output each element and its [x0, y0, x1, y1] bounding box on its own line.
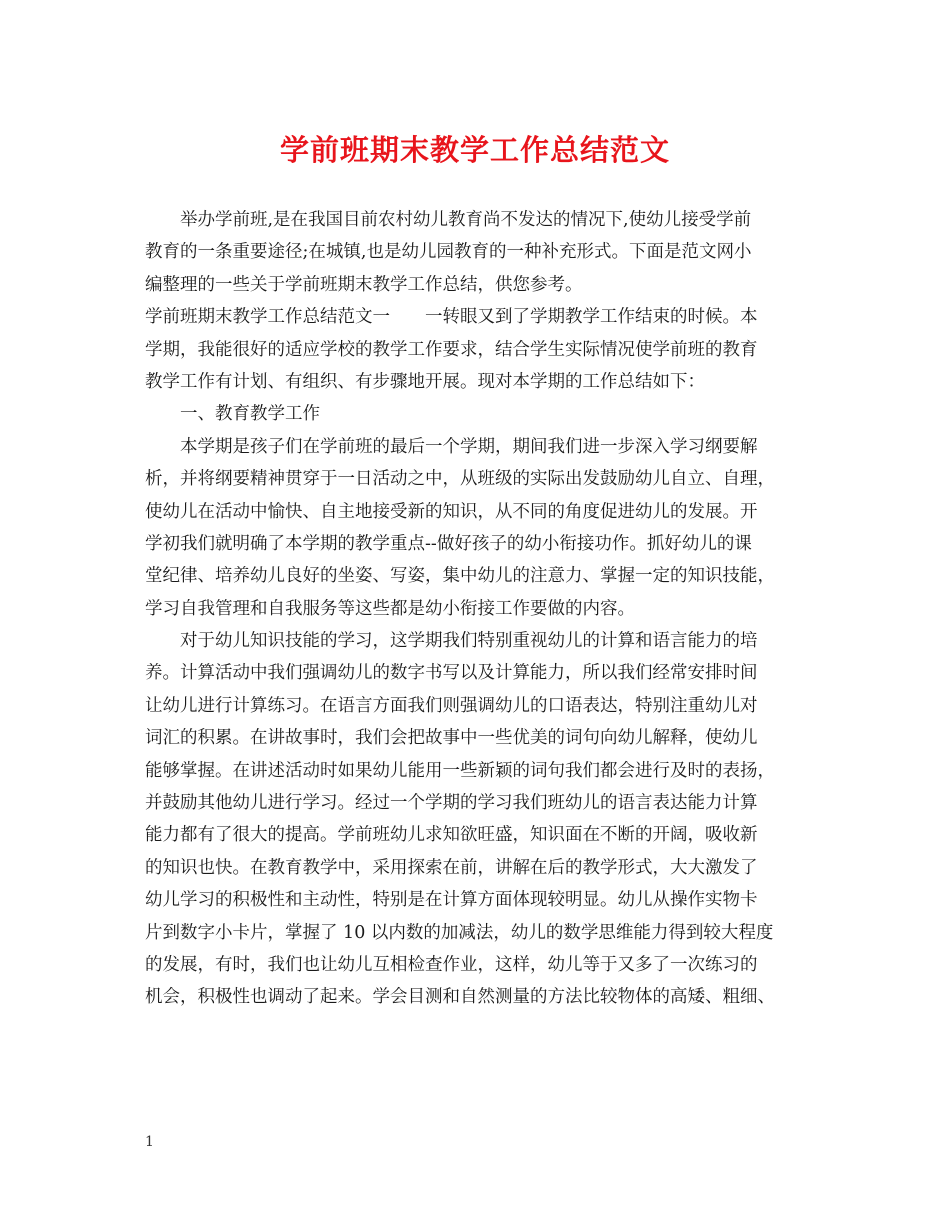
text-line: 举办学前班,是在我国目前农村幼儿教育尚不发达的情况下,使幼儿接受学前 — [180, 210, 752, 230]
text-line: 析，并将纲要精神贯穿于一日活动之中，从班级的实际出发鼓励幼儿自立、自理， — [145, 469, 775, 490]
text-line: 本学期是孩子们在学前班的最后一个学期，期间我们进一步深入学习纲要解 — [180, 436, 758, 457]
text-line: 幼儿学习的积极性和主动性，特别是在计算方面体现较明显。幼儿从操作实物卡 — [145, 890, 758, 911]
text-line: 学前班期末教学工作总结范文一 一转眼又到了学期教学工作结束的时候。本 — [145, 307, 758, 328]
text-line: 使幼儿在活动中愉快、自主地接受新的知识，从不同的角度促进幼儿的发展。开 — [145, 501, 758, 522]
text-line: 机会，积极性也调动了起来。学会目测和自然测量的方法比较物体的高矮、粗细、 — [145, 987, 775, 1008]
text-line: 对于幼儿知识技能的学习，这学期我们特别重视幼儿的计算和语言能力的培 — [180, 631, 758, 652]
text-line: 教学工作有计划、有组织、有步骤地开展。现对本学期的工作总结如下： — [145, 371, 705, 392]
text-line: 并鼓励其他幼儿进行学习。经过一个学期的学习我们班幼儿的语言表达能力计算 — [145, 793, 758, 814]
text-line: 编整理的一些关于学前班期末教学工作总结，供您参考。 — [145, 274, 583, 295]
text-line: 学习自我管理和自我服务等这些都是幼小衔接工作要做的内容。 — [145, 598, 635, 619]
document-body — [145, 204, 807, 1014]
text-line: 学初我们就明确了本学期的教学重点--做好孩子的幼小衔接功作。抓好幼儿的课 — [145, 533, 752, 554]
page-number: 1 — [145, 1134, 154, 1150]
text-line: 学期，我能很好的适应学校的教学工作要求，结合学生实际情况使学前班的教育 — [145, 339, 758, 360]
text-line: 养。计算活动中我们强调幼儿的数字书写以及计算能力，所以我们经常安排时间 — [145, 663, 758, 684]
text-line: 堂纪律、培养幼儿良好的坐姿、写姿，集中幼儿的注意力、掌握一定的知识技能， — [145, 566, 775, 587]
text-line: 能够掌握。在讲述活动时如果幼儿能用一些新颖的词句我们都会进行及时的表扬， — [145, 760, 775, 781]
document-title: 学前班期末教学工作总结范文 — [279, 133, 670, 167]
text-line: 的发展，有时，我们也让幼儿互相检查作业，这样，幼儿等于又多了一次练习的 — [145, 954, 758, 975]
text-line: 词汇的积累。在讲故事时，我们会把故事中一些优美的词句向幼儿解释，使幼儿 — [145, 728, 758, 749]
text-line: 的知识也快。在教育教学中，采用探索在前，讲解在后的教学形式，大大激发了 — [145, 857, 758, 878]
text-line: 让幼儿进行计算练习。在语言方面我们则强调幼儿的口语表达，特别注重幼儿对 — [145, 695, 758, 716]
text-line: 能力都有了很大的提高。学前班幼儿求知欲旺盛，知识面在不断的开阔，吸收新 — [145, 825, 758, 846]
text-line: 一、教育教学工作 — [180, 404, 320, 425]
text-line: 片到数字小卡片，掌握了 10 以内数的加减法，幼儿的数学思维能力得到较大程度 — [145, 922, 774, 943]
text-line: 教育的一条重要途径;在城镇,也是幼儿园教育的一种补充形式。下面是范文网小 — [145, 242, 752, 263]
